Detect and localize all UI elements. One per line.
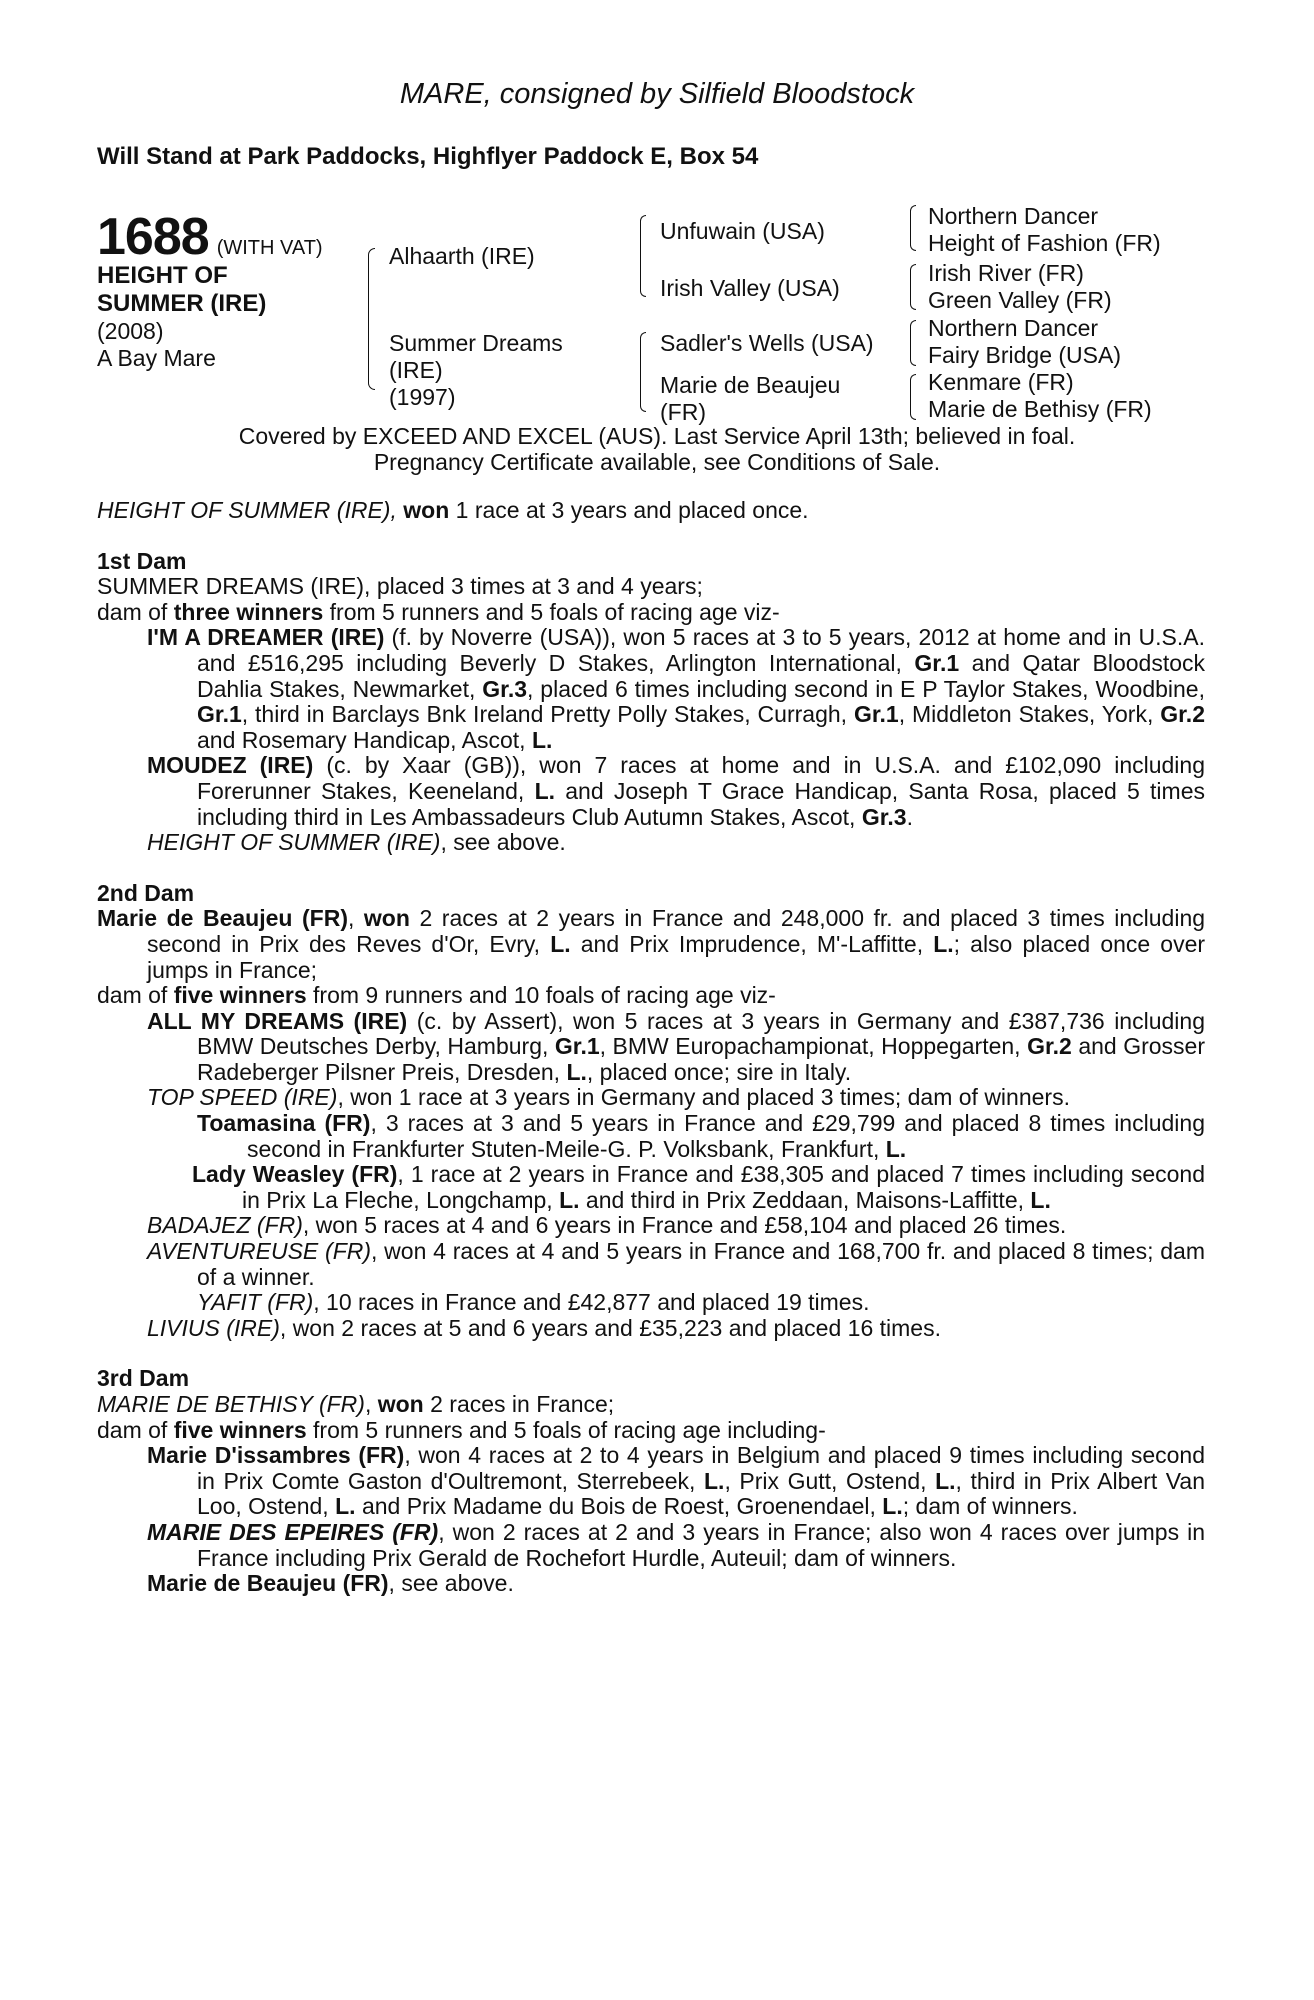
entry-text: , BMW Europachampionat, Hoppegarten, [599, 1033, 1021, 1060]
produce-entry [97, 1290, 1205, 1316]
third-dam-produce [97, 1418, 1205, 1444]
entry-text: (c. by Xaar (GB)), won 7 races at home and in U.S.A. and £102,090 including Forerunner Stakes, Keeneland, [197, 752, 1205, 804]
pedigree-brace-5 [910, 264, 916, 310]
produce-entry [97, 625, 1205, 753]
entry-text: ; also placed once over jumps in France; [147, 930, 1206, 983]
pedigree-g1: Northern Dancer [928, 203, 1099, 229]
dam-of-label: dam of [97, 1416, 168, 1443]
produce-entry [97, 1443, 1205, 1520]
grade-label: L. [559, 1186, 580, 1213]
entry-text: , won 2 races at 5 and 6 years and £35,223 and placed 16 times. [279, 1314, 941, 1341]
grade-label: L. [935, 1467, 956, 1494]
produce-name: YAFIT (FR) [197, 1289, 314, 1316]
entry-text: , see above. [388, 1570, 514, 1597]
entry-text: 2 races at 2 years in France and 248,000 fr. and placed 3 times including second in Prix des Reves d'Or, Evry, [147, 905, 1206, 957]
grade-label: L. [885, 1135, 907, 1162]
dam-of-label: dam of [97, 598, 168, 625]
entry-text: and Prix Madame du Bois de Roest, Groenendael, [361, 1493, 876, 1520]
entry-text: . [906, 803, 913, 830]
winners-count: five winners [173, 1416, 307, 1443]
entry-text: , see above. [440, 829, 566, 856]
entry-text: , won 4 races at 2 to 4 years in Belgium and placed 9 times including second in Prix Comte Gaston d'Oultremont, Sterrebeek, [197, 1442, 1206, 1494]
produce-entry [97, 1085, 1205, 1111]
lot-number: 1688 [97, 208, 209, 266]
entry-text: , won 2 races at 2 and 3 years in France; also won 4 races over jumps in France including Prix Gerald de Rochefort Hurdle, Auteuil; dam of winners. [197, 1518, 1205, 1571]
pedigree-brace-6 [910, 320, 916, 366]
pedigree-g6: Fairy Bridge (USA) [928, 342, 1121, 368]
produce-entry [97, 1520, 1205, 1571]
produce-name: Toamasina (FR) [197, 1110, 371, 1137]
pedigree-sire: Alhaarth (IRE) [389, 243, 535, 269]
grade-label: L. [335, 1493, 356, 1520]
produce-entry [97, 753, 1205, 830]
pedigree-dam-dam [660, 372, 840, 426]
entry-text: , Prix Gutt, Ostend, [724, 1467, 927, 1494]
produce-entry [97, 830, 1205, 856]
pedigree-dam-dam-country: (FR) [660, 399, 706, 425]
won-label: won [377, 1391, 424, 1417]
entry-text: , won 1 race at 3 years in Germany and placed 3 times; dam of winners. [337, 1084, 1070, 1111]
grade-label: L. [882, 1493, 903, 1520]
stand-location: Will Stand at Park Paddocks, Highflyer Paddock E, Box 54 [97, 143, 759, 170]
entry-text: , won 5 races at 4 and 6 years in France and £58,104 and placed 26 times. [302, 1212, 1067, 1239]
grade-label: L. [531, 726, 553, 753]
grade-label: L. [933, 930, 954, 957]
entry-text: 2 races in France; [430, 1391, 615, 1417]
produce-entry [97, 1009, 1205, 1086]
entry-text: , 10 races in France and £42,877 and placed 19 times. [313, 1289, 870, 1316]
pedigree-g3: Irish River (FR) [928, 260, 1084, 286]
produce-name: Marie de Beaujeu (FR) [147, 1570, 389, 1597]
second-dam-line: Marie de Beaujeu (FR), won 2 races at 2 years in France and 248,000 fr. and placed 3 times including second in Prix des Reves d'Or, Evry, L. and Prix Imprudence, M'-Laffitte, L.; also placed once over jumps in France; [97, 905, 1206, 983]
produce-name: TOP SPEED (IRE) [147, 1084, 338, 1111]
produce-name: MARIE DES EPEIRES (FR) [147, 1518, 439, 1545]
produce-summary: from 9 runners and 10 foals of racing age viz- [313, 982, 776, 1009]
grade-label: L. [1030, 1186, 1051, 1213]
third-dam-section [97, 1366, 1205, 1596]
pedigree-brace-7 [910, 374, 916, 420]
race-record [97, 498, 1205, 1597]
produce-entry [97, 1571, 1205, 1597]
entry-text: and Qatar Bloodstock Dahlia Stakes, Newmarket, [197, 649, 1206, 702]
intro-won: won [403, 497, 450, 523]
entry-text: , 1 race at 2 years in France and £38,305 and placed 7 times including second in Prix La Fleche, Longchamp, [242, 1161, 1205, 1213]
dam-name: MARIE DE BETHISY (FR) [97, 1391, 365, 1417]
grade-label: Gr.1 [853, 701, 899, 728]
entry-text: and Prix Imprudence, M'-Laffitte, [580, 930, 924, 957]
produce-name: Lady Weasley (FR) [192, 1161, 398, 1188]
entry-text: , placed 6 times including second in E P Taylor Stakes, Woodbine, [527, 675, 1205, 702]
pedigree-sire-dam: Irish Valley (USA) [660, 275, 840, 301]
dam-of-label: dam of [97, 982, 168, 1009]
foaling-year: (2008) [97, 318, 164, 344]
produce-entry [97, 1162, 1205, 1213]
produce-name: LIVIUS (IRE) [147, 1314, 280, 1341]
lot-info [97, 318, 337, 372]
winners-count: three winners [173, 598, 324, 625]
pedigree-sire-sire: Unfuwain (USA) [660, 218, 825, 244]
lot-heading [97, 207, 323, 267]
grade-label: L. [704, 1467, 725, 1494]
horse-name: HEIGHT OF SUMMER (IRE) [97, 262, 267, 317]
produce-name: I'M A DREAMER (IRE) [147, 624, 385, 651]
pedigree-dam [389, 330, 563, 411]
pedigree-dam-country: (IRE) [389, 357, 443, 383]
pedigree-brace-1 [368, 248, 375, 390]
produce-summary: from 5 runners and 5 foals of racing age viz- [329, 598, 780, 625]
entry-text: , placed once; sire in Italy. [586, 1058, 852, 1085]
covered-note: Covered by EXCEED AND EXCEL (AUS). Last Service April 13th; believed in foal. [238, 423, 1076, 449]
produce-summary: from 5 runners and 5 foals of racing age including- [313, 1416, 826, 1443]
entry-text: (c. by Assert), won 5 races at 3 years in Germany and £387,736 including BMW Deutsches Derby, Hamburg, [197, 1007, 1205, 1060]
first-dam-line: SUMMER DREAMS (IRE), placed 3 times at 3 and 4 years; [97, 573, 703, 600]
pedigree-g2: Height of Fashion (FR) [928, 230, 1161, 256]
pedigree-dam-sire: Sadler's Wells (USA) [660, 330, 874, 356]
grade-label: Gr.3 [482, 675, 528, 702]
pedigree-brace-2 [640, 215, 646, 297]
entry-text: and Joseph T Grace Handicap, Santa Rosa, placed 5 times including third in Les Ambassadeurs Club Autumn Stakes, Ascot, [197, 777, 1205, 830]
pedigree-g4: Green Valley (FR) [928, 287, 1112, 313]
won-label: won [363, 905, 410, 932]
vat-label: (WITH VAT) [216, 237, 323, 259]
produce-entry [97, 1239, 1205, 1290]
grade-label: Gr.3 [861, 803, 907, 830]
grade-label: L. [534, 777, 556, 804]
pedigree-dam-year: (1997) [389, 384, 456, 410]
entry-text: and Grosser Radeberger Pilsner Preis, Dresden, [197, 1033, 1206, 1085]
intro-line [97, 498, 1205, 524]
grade-label: Gr.1 [914, 649, 960, 676]
pedigree-brace-4 [910, 205, 916, 251]
grade-label: Gr.2 [1160, 701, 1205, 728]
pedigree-dam-dam-name: Marie de Beaujeu [660, 372, 841, 398]
pregnancy-note: Pregnancy Certificate available, see Conditions of Sale. [373, 449, 941, 475]
produce-name: AVENTUREUSE (FR) [147, 1238, 372, 1265]
grade-label: Gr.1 [197, 701, 242, 728]
pedigree-g5: Northern Dancer [928, 315, 1099, 341]
dam-name: Marie de Beaujeu (FR) [97, 905, 348, 932]
first-dam-produce [97, 600, 1205, 626]
first-dam-heading: 1st Dam [97, 547, 187, 574]
produce-entry [97, 1316, 1205, 1342]
third-dam-heading: 3rd Dam [97, 1365, 190, 1392]
entry-text: , third in Prix Albert Van Loo, Ostend, [197, 1467, 1206, 1520]
produce-name: MOUDEZ (IRE) [147, 752, 314, 779]
entry-text: and Rosemary Handicap, Ascot, [197, 726, 526, 753]
produce-name: ALL MY DREAMS (IRE) [147, 1007, 408, 1034]
entry-text: , 3 races at 3 and 5 years in France and £29,799 and placed 8 times including second in Frankfurter Stuten-Meile-G. P. Volksbank, Frankfurt, [247, 1110, 1205, 1162]
entry-text: , third in Barclays Bnk Ireland Pretty Polly Stakes, Curragh, [241, 701, 848, 728]
entry-text: , Middleton Stakes, York, [898, 701, 1154, 728]
second-dam-produce [97, 983, 1205, 1009]
second-dam-section [97, 881, 1205, 1342]
second-dam-heading: 2nd Dam [97, 879, 195, 906]
produce-entry [97, 1111, 1205, 1162]
grade-label: L. [550, 930, 571, 957]
horse-description: A Bay Mare [97, 345, 216, 371]
third-dam-line: MARIE DE BETHISY (FR), won 2 races in France; [97, 1391, 615, 1417]
pedigree-brace-3 [640, 332, 646, 412]
produce-name: HEIGHT OF SUMMER (IRE) [147, 829, 441, 856]
produce-name: BADAJEZ (FR) [147, 1212, 303, 1239]
entry-text: ; dam of winners. [902, 1493, 1078, 1520]
intro-horse: HEIGHT OF SUMMER (IRE), [97, 497, 397, 523]
page-title: MARE, consigned by Silfield Bloodstock [399, 78, 915, 110]
produce-name: Marie D'issambres (FR) [147, 1442, 405, 1469]
first-dam-section [97, 549, 1205, 856]
intro-text: 1 race at 3 years and placed once. [455, 497, 809, 523]
pedigree-dam-name: Summer Dreams [389, 330, 563, 356]
grade-label: Gr.1 [554, 1033, 600, 1060]
pedigree-g7: Kenmare (FR) [928, 369, 1074, 395]
winners-count: five winners [173, 982, 307, 1009]
grade-label: Gr.2 [1027, 1033, 1072, 1060]
entry-text: , won 4 races at 4 and 5 years in France and 168,700 fr. and placed 8 times; dam of a winner. [197, 1238, 1205, 1290]
pedigree-g8: Marie de Bethisy (FR) [928, 396, 1152, 422]
entry-text: (f. by Noverre (USA)), won 5 races at 3 to 5 years, 2012 at home and in U.S.A. and £516,295 including Beverly D Stakes, Arlington International, [197, 624, 1206, 676]
grade-label: L. [566, 1058, 587, 1085]
produce-entry [97, 1213, 1205, 1239]
entry-text: and third in Prix Zeddaan, Maisons-Laffitte, [585, 1186, 1024, 1213]
